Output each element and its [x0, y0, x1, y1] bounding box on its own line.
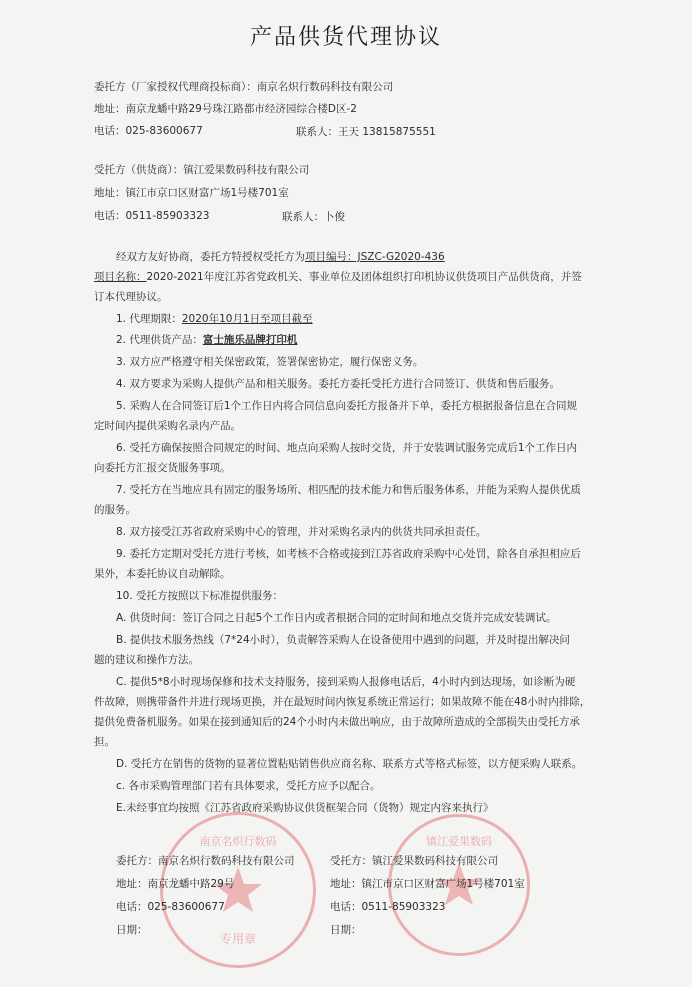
- intro-line-1: [116, 250, 445, 264]
- item-1: [116, 312, 313, 326]
- item-2-label: 2. 代理供货产品：: [116, 334, 203, 346]
- sign-principal-name: 委托方：南京名炽行数码科技有限公司: [116, 855, 295, 867]
- agent-address: 地址：镇江市京口区财富广场1号楼701室: [94, 187, 289, 199]
- item-7-line-1: 7. 受托方在当地应具有固定的服务场所、相匹配的技术能力和售后服务体系，并能为采购人提供优质: [116, 484, 581, 496]
- item-6-line-2: 向委托方汇报交货服务事项。: [94, 462, 231, 474]
- sign-principal-date: 日期：: [116, 924, 148, 936]
- item-2: [116, 333, 297, 347]
- agent-name-line: [94, 163, 309, 177]
- item-6-line-1: 6. 受托方确保按照合同规定的时间、地点向采购人按时交货，并于安装调试服务完成后1个工作日内: [116, 442, 578, 454]
- agent-company: 镇江爱果数码科技有限公司: [183, 164, 310, 176]
- project-name-label: 项目名称：: [94, 271, 147, 283]
- sign-agent-name: 受托方：镇江爱果数码科技有限公司: [330, 855, 498, 867]
- item-9-line-2: 果外，本委托协议自动解除。: [94, 568, 231, 580]
- project-name: 2020-2021年度江苏省党政机关、事业单位及团体组织打印机协议供货项目产品供货商，并签: [146, 271, 582, 283]
- clause-a: A. 供货时间：签订合同之日起5个工作日内或者根据合同的定时间和地点交货并完成安装调试。: [116, 612, 557, 624]
- clause-b-line-2: 题的建议和操作方法。: [94, 654, 199, 666]
- principal-name-line: [94, 80, 393, 94]
- item-5-line-1: 5. 采购人在合同签订后1个工作日内将合同信息向委托方报备并下单，委托方根据报备信息在合同规: [116, 400, 578, 412]
- principal-label: 委托方（厂家授权代理商投标商）：: [94, 81, 257, 93]
- item-1-label: 1. 代理期限：: [116, 313, 182, 325]
- agent-label: 受托方（供货商）：: [94, 164, 184, 176]
- item-10: 10. 受托方按照以下标准提供服务：: [116, 590, 284, 602]
- intro-text: 经双方友好协商，委托方特授权受托方为: [116, 251, 305, 263]
- term-dates: 2020年10月1日至项目截至: [181, 313, 313, 325]
- sign-principal-phone: 电话：025-83600677: [116, 901, 225, 913]
- item-4: 4. 双方要求为采购人提供产品和相关服务。委托方委托受托方进行合同签订、供货和售后服务。: [116, 378, 560, 390]
- clause-c-line-4: 担。: [94, 736, 115, 748]
- agent-contact: 联系人：卜俊: [282, 211, 345, 223]
- clause-c-line-1: C. 提供5*8小时现场保修和技术支持服务，接到采购人报修电话后，4小时内到达现场，如诊断为硬: [116, 676, 576, 688]
- svg-text:镇江爱果数码: 镇江爱果数码: [426, 835, 492, 848]
- clause-d: D. 受托方在销售的货物的显著位置粘贴销售供应商名称、联系方式等格式标签，以方便采购人联系。: [116, 758, 583, 770]
- principal-address: 地址：南京龙蟠中路29号珠江路都市经济园综合楼D区-2: [94, 103, 357, 115]
- clause-e: E.未经事宜均按照《江苏省政府采购协议供货框架合同（货物）规定内容来执行》: [116, 802, 494, 814]
- principal-phone: 电话：025-83600677: [94, 125, 203, 137]
- sign-principal-address: 地址：南京龙蟠中路29号: [116, 878, 235, 890]
- item-8: 8. 双方接受江苏省政府采购中心的管理，并对采购名录内的供货共同承担责任。: [116, 526, 487, 538]
- item-7-line-2: 的服务。: [94, 504, 136, 516]
- item-9-line-1: 9. 委托方定期对受托方进行考核，如考核不合格或接到江苏省政府采购中心处罚，除各自承担相应后: [116, 548, 581, 560]
- intro-line-2: [94, 270, 582, 284]
- clause-c-line-2: 件故障，则携带备件并进行现场更换，并在最短时间内恢复系统正常运行；如果故障不能在48小时内排除，: [94, 696, 591, 708]
- clause-c-line-3: 提供免费备机服务。如果在接到通知后的24个小时内未做出响应，由于故障所造成的全部损失由受托方承: [94, 716, 580, 728]
- clause-b-line-1: B. 提供技术服务热线（7*24小时），负责解答采购人在设备使用中遇到的问题，并及时提出解决问: [116, 634, 570, 646]
- principal-company: 南京名炽行数码科技有限公司: [256, 81, 394, 93]
- clause-e-local: c. 各市采购管理部门若有具体要求，受托方应予以配合。: [116, 780, 381, 792]
- svg-text:南京名炽行数码: 南京名炽行数码: [199, 835, 277, 848]
- principal-contact: 联系人：王天 13815875551: [296, 126, 436, 138]
- sign-agent-address: 地址：镇江市京口区财富广场1号楼701室: [330, 878, 525, 890]
- sign-agent-date: 日期：: [330, 924, 362, 936]
- product-brand: 富士施乐品牌打印机: [202, 334, 298, 346]
- document-title: 产品供货代理协议: [249, 25, 442, 50]
- svg-text:专用章: 专用章: [219, 932, 257, 946]
- item-3: 3. 双方应严格遵守相关保密政策，签署保密协定，履行保密义务。: [116, 356, 424, 368]
- sign-agent-phone: 电话：0511-85903323: [330, 901, 446, 913]
- item-5-line-2: 定时间内提供采购名录内产品。: [94, 420, 241, 432]
- intro-line-3: 订本代理协议。: [94, 291, 168, 303]
- agent-phone: 电话：0511-85903323: [94, 210, 210, 222]
- project-number: 项目编号：JSZC-G2020-436: [305, 251, 445, 263]
